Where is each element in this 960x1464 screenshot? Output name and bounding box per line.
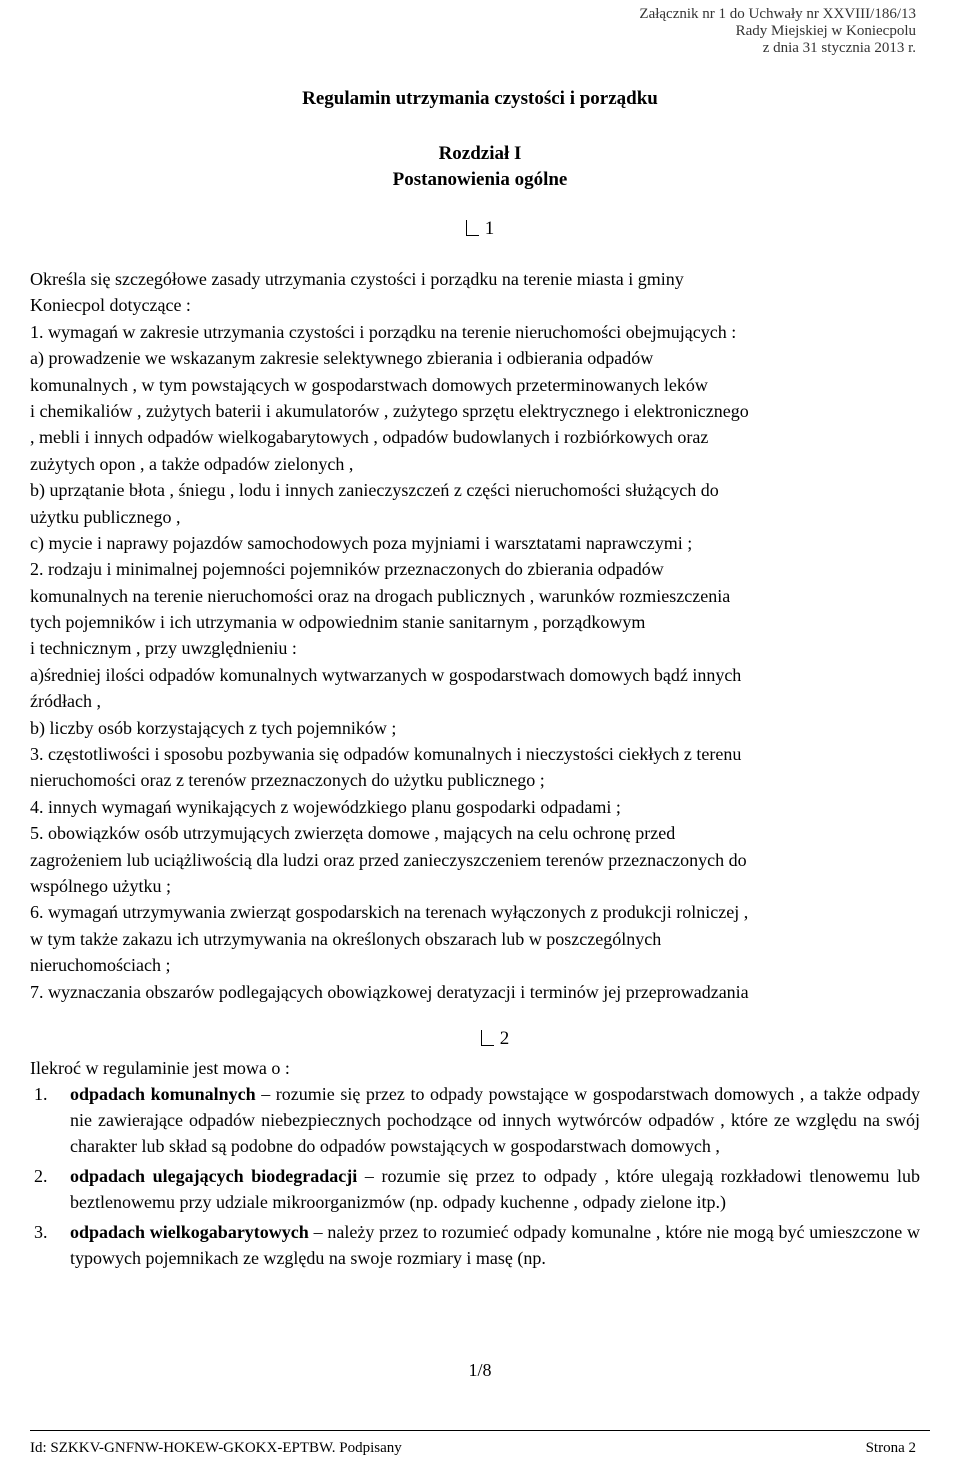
attachment-line-3: z dnia 31 stycznia 2013 r. (762, 40, 916, 56)
section-1-line: i technicznym , przy uwzględnieniu : (30, 638, 297, 659)
section-1-line: Określa się szczegółowe zasady utrzymania czystości i porządku na terenie miasta i gminy (30, 269, 684, 289)
section-1-line: 4. innych wymagań wynikających z wojewódzkiego planu gospodarki odpadami ; (30, 796, 621, 817)
section-1-line: b) uprzątanie błota , śniegu , lodu i innych zanieczyszczeń z części nieruchomości służących do (30, 480, 719, 501)
section-1-line: 3. częstotliwości i sposobu pozbywania się odpadów komunalnych i nieczystości ciekłych z terenu (30, 744, 742, 765)
attachment-line-2: Rady Miejskiej w Koniecpolu (735, 23, 916, 39)
section-1-line: 6. wymagań utrzymywania zwierząt gospodarskich na terenach wyłączonych z produkcji rolniczej , (30, 902, 749, 923)
definition-text (70, 1081, 920, 1159)
section-1-line: wspólnego użytku ; (30, 875, 171, 896)
section-mark-icon (481, 1030, 494, 1046)
section-1-number: 1 (484, 218, 495, 239)
section-1-line: 7. wyznaczania obszarów podlegających obowiązkowej deratyzacji i terminów jej przeprowadzania (30, 981, 749, 1002)
section-2-intro: Ilekroć w regulaminie jest mowa o : (30, 1058, 290, 1078)
section-1-line: a)średniej ilości odpadów komunalnych wytwarzanych w gospodarstwach domowych bądź innych (30, 664, 742, 685)
definition-text (70, 1163, 920, 1215)
section-1-line: zużytych opon , a także odpadów zielonych , (30, 453, 354, 474)
section-1-line: nieruchomości oraz z terenów przeznaczonych do użytku publicznego ; (30, 770, 545, 791)
attachment-note (556, 6, 916, 57)
section-1-line: 1. wymagań w zakresie utrzymania czystości i porządku na terenie nieruchomości obejmujących : (30, 321, 737, 342)
footer-document-id: Id: SZKKV-GNFNW-HOKEW-GKOKX-EPTBW. Podpisany (30, 1440, 402, 1456)
section-1-line: źródłach , (30, 691, 101, 712)
document-title: Regulamin utrzymania czystości i porządku (302, 88, 658, 109)
section-1-heading (0, 218, 960, 240)
chapter-heading (0, 141, 960, 193)
chapter-subtitle: Postanowienia ogólne (392, 169, 568, 190)
section-mark-icon (466, 220, 479, 236)
definition-term: odpadach ulegających biodegradacji (70, 1166, 358, 1186)
footer-page-label: Strona 2 (865, 1440, 916, 1456)
section-1-line: komunalnych na terenie nieruchomości oraz na drogach publicznych , warunków rozmieszczenia (30, 585, 731, 606)
section-2-heading (30, 1028, 960, 1050)
section-1-line: 5. obowiązków osób utrzymujących zwierzęta domowe , mających na celu ochronę przed (30, 823, 676, 844)
section-1-line: nieruchomościach ; (30, 955, 171, 976)
section-1-line: Koniecpol dotyczące : (30, 295, 191, 316)
definition-number: 2. (34, 1166, 48, 1186)
section-1-line: a) prowadzenie we wskazanym zakresie selektywnego zbierania i odbierania odpadów (30, 348, 654, 369)
section-1-line: 2. rodzaju i minimalnej pojemności pojemników przeznaczonych do zbierania odpadów (30, 559, 664, 580)
section-1-line: w tym także zakazu ich utrzymywania na określonych obszarach lub w poszczególnych (30, 928, 662, 949)
section-1-line: użytku publicznego , (30, 506, 181, 527)
section-1-line: tych pojemników i ich utrzymania w odpowiednim stanie sanitarnym , porządkowym (30, 612, 646, 633)
definitions-list (30, 1081, 920, 1275)
definition-item (30, 1219, 920, 1271)
page-number: 1/8 (468, 1360, 492, 1380)
definition-text (70, 1219, 920, 1271)
footer-divider (30, 1430, 930, 1431)
section-1-line: b) liczby osób korzystających z tych pojemników ; (30, 717, 397, 738)
definition-term: odpadach wielkogabarytowych (70, 1222, 309, 1242)
section-1-line: komunalnych , w tym powstających w gospodarstwach domowych przeterminowanych leków (30, 374, 708, 395)
section-1-line: , mebli i innych odpadów wielkogabarytowych , odpadów budowlanych i rozbiórkowych oraz (30, 427, 709, 448)
definition-term: odpadach komunalnych (70, 1084, 256, 1104)
definition-number: 3. (34, 1222, 48, 1242)
definition-description: – rozumie się przez to odpady powstające w gospodarstwach domowych , a także odpady nie zawierające odpadów niebezpiecznych pochodzące od innych wytwórców odpadów , które ze względu na swój charakter lub skład są podobne do odpadów powstających w gospodarstwach domowych , (70, 1084, 920, 1156)
chapter-name: Rozdział I (438, 143, 522, 164)
definition-item (30, 1081, 920, 1159)
definition-item (30, 1163, 920, 1215)
section-1-line: c) mycie i naprawy pojazdów samochodowych poza myjniami i warsztatami naprawczymi ; (30, 532, 693, 553)
definition-description: – należy przez to rozumieć odpady komunalne , które nie mogą być umieszczone w typowych pojemnikach ze względu na swoje rozmiary i masę (np. (70, 1222, 920, 1268)
section-1-line: i chemikaliów , zużytych baterii i akumulatorów , zużytego sprzętu elektrycznego i elektronicznego (30, 400, 749, 421)
attachment-line-1: Załącznik nr 1 do Uchwały nr XXVIII/186/13 (639, 6, 916, 22)
definition-number: 1. (34, 1084, 48, 1104)
definition-description: – rozumie się przez to odpady , które ulegają rozkładowi tlenowemu lub beztlenowemu przy udziale mikroorganizmów (np. odpady kuchenne , odpady zielone itp.) (70, 1166, 920, 1212)
section-1-body (30, 266, 910, 1005)
section-1-line: zagrożeniem lub uciążliwością dla ludzi oraz przed zanieczyszczeniem terenów przeznaczonych do (30, 849, 747, 870)
section-2-number: 2 (499, 1028, 510, 1049)
